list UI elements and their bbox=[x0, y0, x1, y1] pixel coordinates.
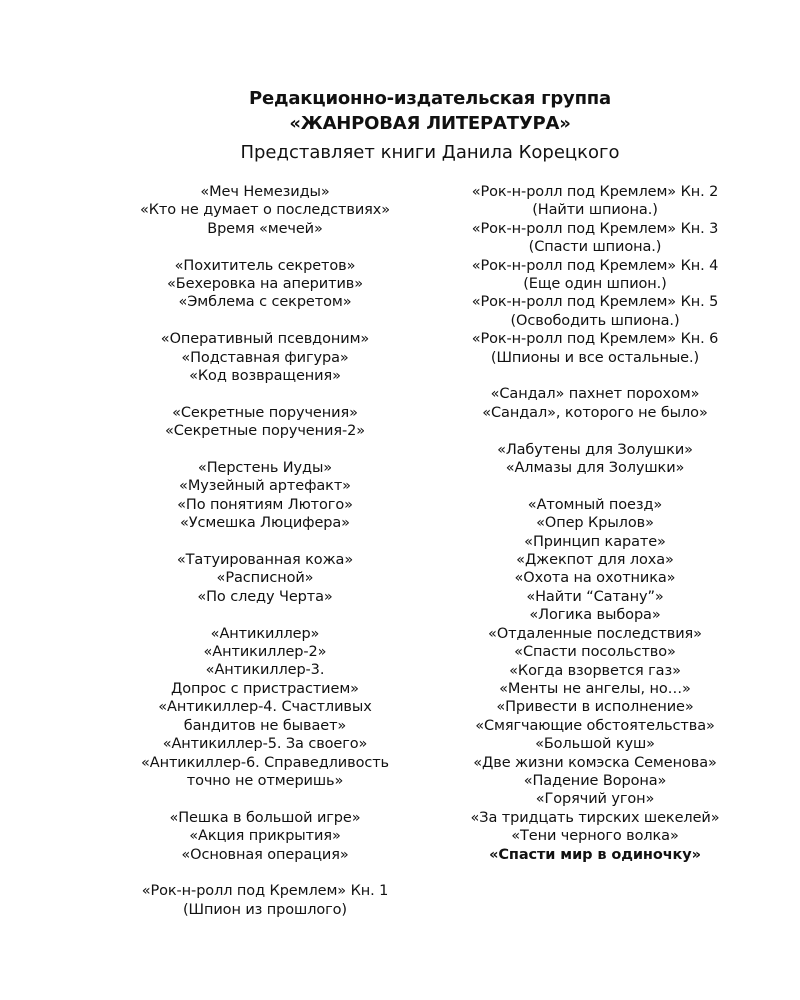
book-title-line: «Кто не думает о последствиях» bbox=[139, 202, 391, 219]
book-title-line: (Спасти шпиона.) bbox=[528, 239, 662, 256]
book-title-line: «Сандал», которого не было» bbox=[482, 404, 708, 421]
book-title-line: «Меч Немезиды» bbox=[200, 184, 330, 200]
book-title-line: точно не отмеришь» bbox=[186, 772, 344, 789]
book-title-line: «Музейный артефакт» bbox=[179, 478, 351, 495]
book-title-line: (Найти шпиона.) bbox=[532, 202, 658, 219]
book-title-line: «Сандал» пахнет порохом» bbox=[490, 386, 700, 403]
group-spacer bbox=[445, 367, 745, 385]
book-title-line: «Антикиллер-5. За своего» bbox=[162, 736, 368, 753]
book-title-line: «Джекпот для лоха» bbox=[516, 552, 674, 569]
book-title-line: бандитов не бывает» bbox=[183, 717, 347, 734]
book-title-line: «Бехеровка на аперитив» bbox=[167, 276, 363, 293]
book-title-line: «Когда взорвется газ» bbox=[509, 662, 681, 679]
book-title-line: «Расписной» bbox=[216, 570, 314, 587]
group-spacer bbox=[105, 238, 425, 256]
book-title-line: «Рок-н-ролл под Кремлем» Кн. 4 bbox=[471, 257, 719, 274]
book-title-line: «Атомный поезд» bbox=[527, 496, 663, 513]
book-title-line: «Алмазы для Золушки» bbox=[505, 460, 685, 477]
group-spacer bbox=[105, 864, 425, 882]
right-book-list bbox=[445, 183, 745, 864]
book-title-line: «Акция прикрытия» bbox=[189, 828, 341, 845]
book-title-line: «Антикиллер-2» bbox=[203, 644, 327, 661]
book-title-line: «Усмешка Люцифера» bbox=[180, 515, 350, 532]
book-title-line: «Оперативный псевдоним» bbox=[160, 331, 370, 348]
book-title-line: «Менты не ангелы, но…» bbox=[499, 680, 691, 697]
book-title-line: «Эмблема с секретом» bbox=[178, 294, 352, 311]
book-title-line: «Тени черного волка» bbox=[511, 828, 679, 845]
book-title-line: «Основная операция» bbox=[181, 846, 349, 863]
book-title-line: «Похититель секретов» bbox=[174, 257, 356, 274]
book-title-line: «Рок-н-ролл под Кремлем» Кн. 3 bbox=[471, 220, 719, 237]
book-title-line: «Секретные поручения-2» bbox=[165, 423, 365, 440]
book-title-line: Допрос с пристрастием» bbox=[171, 680, 359, 697]
book-title-line: «Лабутены для Золушки» bbox=[497, 441, 693, 458]
book-title-line: «Большой куш» bbox=[535, 736, 655, 753]
book-title-line: «Код возвращения» bbox=[189, 368, 341, 385]
book-title-line: «Антикиллер-4. Счастливых bbox=[158, 699, 372, 716]
book-title-line: «Перстень Иуды» bbox=[197, 460, 333, 477]
group-spacer bbox=[445, 422, 745, 440]
book-title-line: «Привести в исполнение» bbox=[496, 699, 694, 716]
book-title-line: «Рок-н-ролл под Кремлем» Кн. 5 bbox=[471, 294, 719, 311]
book-title-line: (Шпионы и все остальные.) bbox=[490, 349, 700, 366]
book-title-line: «Падение Ворона» bbox=[523, 772, 667, 789]
book-title-line: «За тридцать тирских шекелей» bbox=[470, 809, 720, 826]
book-title-line: (Еще один шпион.) bbox=[523, 276, 667, 293]
book-title-line: «Опер Крылов» bbox=[536, 515, 654, 532]
book-title-line: «Татуированная кожа» bbox=[176, 552, 354, 569]
book-title-line: «Секретные поручения» bbox=[172, 404, 358, 421]
group-spacer bbox=[105, 790, 425, 808]
book-title-line: «Отдаленные последствия» bbox=[488, 625, 702, 642]
group-spacer bbox=[105, 606, 425, 624]
left-book-list bbox=[105, 183, 425, 919]
book-title-line: «Логика выбора» bbox=[529, 607, 661, 624]
group-spacer bbox=[105, 441, 425, 459]
book-title-line: «По понятиям Лютого» bbox=[177, 496, 353, 513]
book-title-line: «Рок-н-ролл под Кремлем» Кн. 2 bbox=[471, 184, 719, 200]
book-title-line: «Горячий угон» bbox=[535, 791, 655, 808]
book-title-line: (Шпион из прошлого) bbox=[183, 901, 347, 918]
book-title-line: «Пешка в большой игре» bbox=[169, 809, 361, 826]
group-spacer bbox=[445, 477, 745, 495]
publisher-group-title: Редакционно-издательская группа bbox=[249, 88, 611, 109]
book-title-line: (Освободить шпиона.) bbox=[510, 312, 680, 329]
group-spacer bbox=[105, 385, 425, 403]
genre-literature-title: «ЖАНРОВАЯ ЛИТЕРАТУРА» bbox=[289, 113, 571, 134]
book-title-highlighted: «Спасти мир в одиночку» bbox=[489, 846, 701, 863]
book-title-line: Время «мечей» bbox=[207, 220, 323, 237]
book-title-line: «Охота на охотника» bbox=[514, 570, 676, 587]
group-spacer bbox=[105, 533, 425, 551]
group-spacer bbox=[105, 312, 425, 330]
book-title-line: «Принцип карате» bbox=[524, 533, 666, 550]
book-title-line: «Смягчающие обстоятельства» bbox=[475, 717, 715, 734]
book-title-line: «По следу Черта» bbox=[197, 588, 333, 605]
book-title-line: «Рок-н-ролл под Кремлем» Кн. 6 bbox=[471, 331, 719, 348]
book-title-line: «Рок-н-ролл под Кремлем» Кн. 1 bbox=[141, 883, 389, 900]
book-title-line: «Подставная фигура» bbox=[181, 349, 349, 366]
book-title-line: «Антикиллер» bbox=[210, 625, 320, 642]
book-title-line: «Антикиллер-3. bbox=[205, 662, 325, 679]
book-title-line: «Найти “Сатану”» bbox=[526, 588, 664, 605]
book-title-line: «Антикиллер-6. Справедливость bbox=[140, 754, 390, 771]
book-title-line: «Две жизни комэска Семенова» bbox=[473, 754, 717, 771]
author-subtitle: Представляет книги Данила Корецкого bbox=[240, 142, 620, 163]
book-title-line: «Спасти посольство» bbox=[514, 644, 676, 661]
